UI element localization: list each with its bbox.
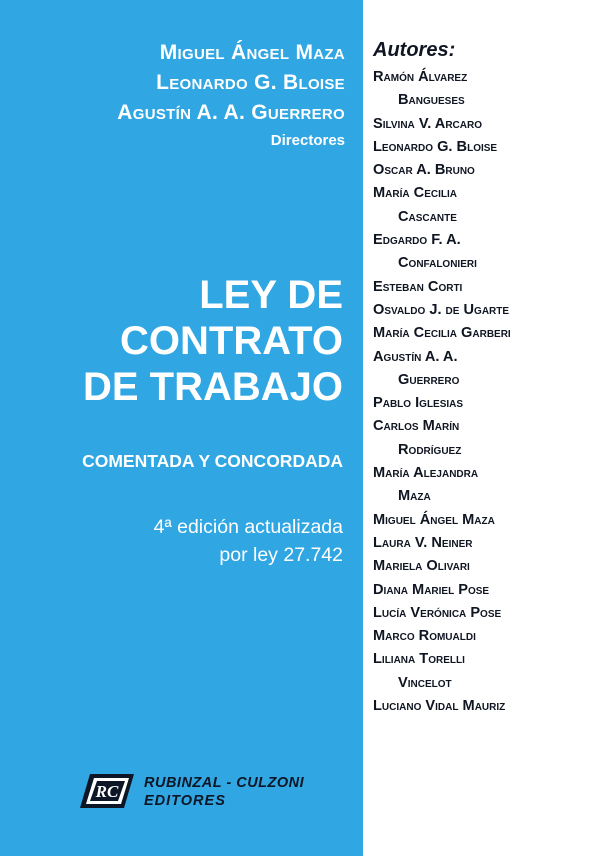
publisher-logo-text: RC (95, 782, 119, 801)
author-line: Leonardo G. Bloise (373, 138, 498, 155)
directors-label: Directores (270, 132, 345, 149)
author-line: Edgardo F. A. (373, 232, 461, 249)
author-line: Mariela Olivari (373, 558, 470, 575)
author-line: Carlos Marín (373, 418, 460, 435)
title-line: DE TRABAJO (82, 365, 343, 409)
authors-list (373, 36, 511, 718)
edition-line: 4ª edición actualizada (153, 516, 343, 538)
author-line: María Alejandra (373, 465, 479, 482)
author-line: Marco Romualdi (373, 628, 476, 645)
author-line: Silvina V. Arcaro (373, 115, 482, 132)
authors-heading: Autores: (373, 39, 456, 61)
director-name: Agustín A. A. Guerrero (117, 101, 345, 124)
author-line: Agustín A. A. (373, 348, 458, 365)
author-line: Pablo Iglesias (373, 395, 464, 412)
edition-line: por ley 27.742 (219, 544, 343, 566)
publisher-sub: EDITORES (144, 793, 226, 809)
author-line: Oscar A. Bruno (373, 162, 475, 179)
author-line: Maza (398, 488, 431, 505)
author-line: Diana Mariel Pose (373, 581, 490, 598)
title-line: CONTRATO (120, 319, 343, 363)
edition-info (154, 513, 343, 569)
author-line: Esteban Corti (373, 278, 463, 295)
book-title (83, 272, 343, 410)
author-line: Laura V. Neiner (373, 534, 473, 551)
title-line: LEY DE (199, 273, 343, 317)
director-name: Miguel Ángel Maza (159, 41, 345, 64)
author-line: Cascante (398, 208, 457, 225)
book-subtitle: COMENTADA Y CONCORDADA (82, 451, 343, 471)
author-line: Luciano Vidal Mauriz (373, 698, 506, 715)
author-line: Lucía Verónica Pose (373, 604, 502, 621)
author-line: Rodríguez (398, 441, 462, 458)
publisher-logo-icon (80, 772, 134, 810)
author-line: María Cecilia Garberi (373, 325, 511, 342)
author-line: Confalonieri (398, 255, 477, 272)
author-line: Vincelot (398, 674, 452, 691)
author-line: María Cecilia (373, 185, 457, 202)
author-line: Osvaldo J. de Ugarte (373, 301, 510, 318)
author-line: Liliana Torelli (373, 651, 465, 668)
director-name: Leonardo G. Bloise (156, 71, 345, 94)
author-line: Ramón Álvarez (373, 69, 468, 85)
author-line: Guerrero (398, 371, 460, 388)
directors-block (117, 38, 345, 154)
author-line: Bangueses (398, 92, 465, 109)
author-line: Miguel Ángel Maza (373, 511, 495, 528)
publisher-name: RUBINZAL - CULZONI (144, 775, 305, 791)
